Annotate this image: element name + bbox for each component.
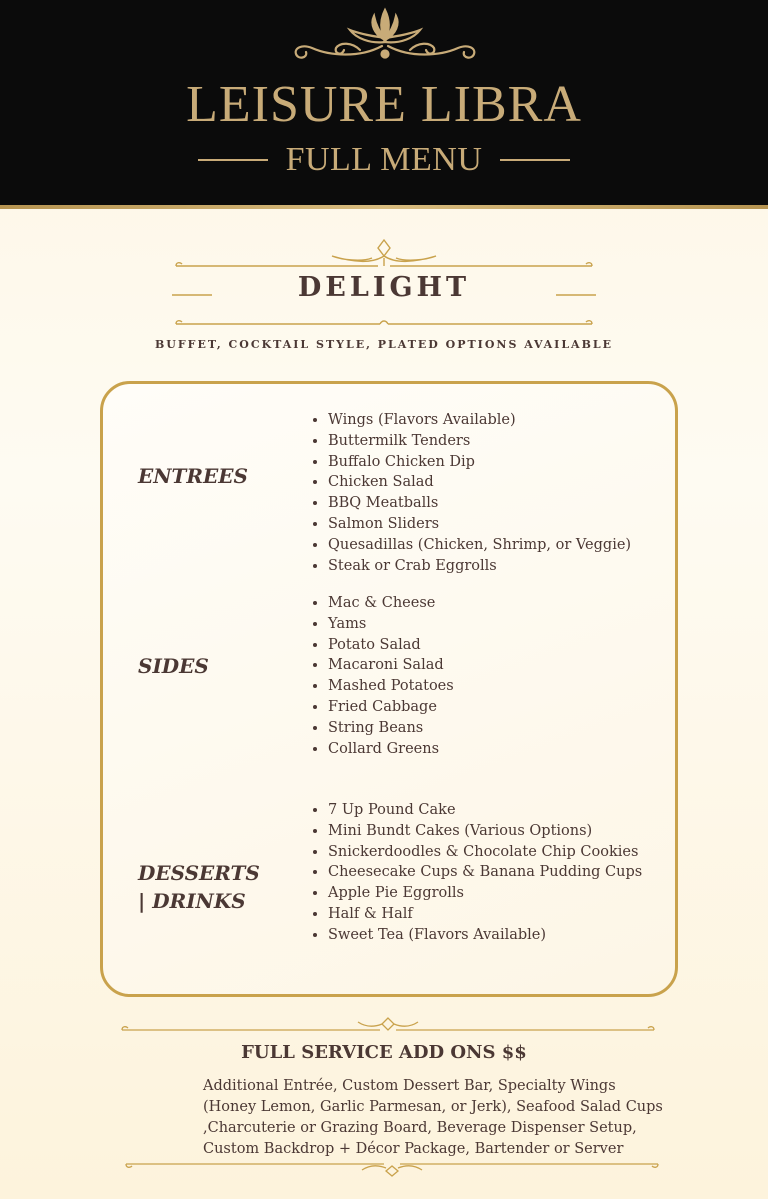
sides-list	[308, 593, 454, 759]
list-item: • Half & Half	[328, 904, 642, 925]
entrees-list	[308, 410, 631, 576]
list-item: • Collard Greens	[328, 739, 454, 760]
addons-title: FULL SERVICE ADD ONS $$	[241, 1042, 527, 1063]
list-item: • Mac & Cheese	[328, 593, 454, 614]
list-item: • Salmon Sliders	[328, 514, 631, 535]
header-banner	[0, 0, 768, 205]
category-desserts-label: DESSERTS	[138, 861, 260, 885]
list-item: • Cheesecake Cups & Banana Pudding Cups	[328, 862, 642, 883]
list-item: • Sweet Tea (Flavors Available)	[328, 925, 642, 946]
menu-subtitle-row	[0, 138, 768, 182]
list-item: • Mashed Potatoes	[328, 676, 454, 697]
menu-subtitle: FULL MENU	[285, 141, 483, 178]
list-item: • Wings (Flavors Available)	[328, 410, 631, 431]
header-gold-divider	[0, 205, 768, 209]
list-item: • Potato Salad	[328, 635, 454, 656]
desserts-list	[308, 800, 642, 946]
list-item: • Chicken Salad	[328, 472, 631, 493]
addons-description: Additional Entrée, Custom Dessert Bar, Specialty Wings (Honey Lemon, Garlic Parmesan, or Jerk), Seafood Salad Cups ,Charcuterie or Grazing Board, Beverage Dispenser Setup, Custom Backdrop + Décor Package, Bartender or Server	[203, 1078, 663, 1157]
list-item: • 7 Up Pound Cake	[328, 800, 642, 821]
list-item: • Quesadillas (Chicken, Shrimp, or Veggie)	[328, 535, 631, 556]
section-title: DELIGHT	[297, 272, 471, 303]
category-entrees: ENTREES	[138, 464, 248, 488]
list-item: • Mini Bundt Cakes (Various Options)	[328, 821, 642, 842]
category-drinks-label: | DRINKS	[138, 889, 246, 913]
title-ornament-bottom-icon	[172, 318, 596, 330]
list-item: • String Beans	[328, 718, 454, 739]
addons-ornament-top-icon	[118, 1014, 658, 1034]
category-sides: SIDES	[138, 654, 209, 678]
list-item: • Snickerdoodles & Chocolate Chip Cookies	[328, 842, 642, 863]
list-item: • Macaroni Salad	[328, 655, 454, 676]
list-item: • Buttermilk Tenders	[328, 431, 631, 452]
addons-ornament-bottom-icon	[122, 1160, 662, 1180]
list-item: • Buffalo Chicken Dip	[328, 452, 631, 473]
list-item: • Steak or Crab Eggrolls	[328, 556, 631, 577]
list-item: • Apple Pie Eggrolls	[328, 883, 642, 904]
brand-title: LEISURE LIBRA	[186, 76, 582, 133]
title-ornament-top-icon	[172, 236, 596, 272]
section-subtitle: BUFFET, COCKTAIL STYLE, PLATED OPTIONS AVAILABLE	[154, 338, 614, 351]
divider-line-left	[198, 159, 268, 161]
list-item: • Fried Cabbage	[328, 697, 454, 718]
list-item: • BBQ Meatballs	[328, 493, 631, 514]
list-item: • Yams	[328, 614, 454, 635]
category-desserts-drinks	[138, 859, 260, 915]
divider-line-right	[500, 159, 570, 161]
flourish-ornament-icon	[290, 2, 480, 64]
